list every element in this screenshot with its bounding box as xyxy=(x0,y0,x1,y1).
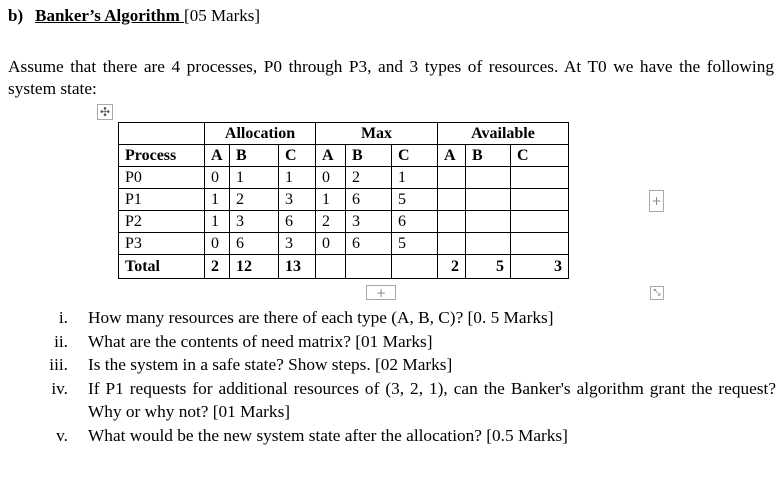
section-marks: [05 Marks] xyxy=(184,6,261,25)
list-item xyxy=(8,424,776,448)
table-move-handle-icon[interactable]: ✣ xyxy=(97,104,113,120)
alloc-b-cell: 3 xyxy=(230,211,279,233)
process-cell: P2 xyxy=(119,211,205,233)
table-subheader-row xyxy=(119,145,569,167)
max-b-cell: 3 xyxy=(346,211,392,233)
table-cell xyxy=(466,233,511,255)
max-c-cell: 1 xyxy=(392,167,438,189)
process-cell: P1 xyxy=(119,189,205,211)
alloc-b-cell: 1 xyxy=(230,167,279,189)
table-row xyxy=(119,189,569,211)
col-b: B xyxy=(230,145,279,167)
alloc-b-cell: 2 xyxy=(230,189,279,211)
col-c: C xyxy=(279,145,316,167)
header-process: Process xyxy=(119,145,205,167)
alloc-c-cell: 1 xyxy=(279,167,316,189)
table-cell xyxy=(438,233,466,255)
intro-paragraph: Assume that there are 4 processes, P0 through P3, and 3 types of resources. At T0 we have the following system state: xyxy=(8,57,774,98)
system-state-table xyxy=(118,122,569,279)
col-a: A xyxy=(205,145,230,167)
table-cell xyxy=(466,189,511,211)
list-item xyxy=(8,330,776,354)
list-item xyxy=(8,306,776,330)
table-cell xyxy=(438,211,466,233)
table-cell xyxy=(511,189,569,211)
alloc-a-cell: 0 xyxy=(205,167,230,189)
list-item xyxy=(8,377,776,424)
header-available: Available xyxy=(438,123,569,145)
table-row xyxy=(119,167,569,189)
table-row xyxy=(119,233,569,255)
max-b-cell: 6 xyxy=(346,233,392,255)
max-b-cell: 2 xyxy=(346,167,392,189)
alloc-c-cell: 6 xyxy=(279,211,316,233)
table-cell xyxy=(511,167,569,189)
max-c-cell: 5 xyxy=(392,233,438,255)
add-row-button[interactable]: + xyxy=(366,285,396,300)
table-cell xyxy=(119,123,205,145)
alloc-a-cell: 0 xyxy=(205,233,230,255)
table-row xyxy=(119,211,569,233)
total-alloc-b: 12 xyxy=(230,255,279,279)
alloc-a-cell: 1 xyxy=(205,211,230,233)
max-b-cell: 6 xyxy=(346,189,392,211)
col-b: B xyxy=(466,145,511,167)
section-heading xyxy=(8,6,260,26)
col-a: A xyxy=(316,145,346,167)
max-c-cell: 5 xyxy=(392,189,438,211)
question-number: v. xyxy=(56,425,68,445)
table-resize-handle-icon[interactable]: ⤡ xyxy=(650,286,664,300)
available-c: 3 xyxy=(511,255,569,279)
table-cell xyxy=(438,167,466,189)
add-column-button[interactable]: + xyxy=(649,190,664,212)
table-cell xyxy=(316,255,346,279)
total-row xyxy=(119,255,569,279)
max-a-cell: 2 xyxy=(316,211,346,233)
list-item xyxy=(8,353,776,377)
table-cell xyxy=(392,255,438,279)
alloc-b-cell: 6 xyxy=(230,233,279,255)
max-a-cell: 0 xyxy=(316,167,346,189)
max-a-cell: 1 xyxy=(316,189,346,211)
col-c: C xyxy=(511,145,569,167)
section-label: b) xyxy=(8,6,24,25)
total-alloc-c: 13 xyxy=(279,255,316,279)
section-title: Banker’s Algorithm xyxy=(35,6,185,25)
question-text: How many resources are there of each type (A, B, C)? [0. 5 Marks] xyxy=(88,308,554,327)
question-number: ii. xyxy=(54,331,68,351)
table-cell xyxy=(346,255,392,279)
max-a-cell: 0 xyxy=(316,233,346,255)
alloc-a-cell: 1 xyxy=(205,189,230,211)
alloc-c-cell: 3 xyxy=(279,189,316,211)
col-b: B xyxy=(346,145,392,167)
question-number: iv. xyxy=(51,378,68,398)
question-text: Is the system in a safe state? Show steps. [02 Marks] xyxy=(88,355,453,374)
max-c-cell: 6 xyxy=(392,211,438,233)
col-c: C xyxy=(392,145,438,167)
question-number: iii. xyxy=(49,355,68,374)
available-b: 5 xyxy=(466,255,511,279)
process-cell: P0 xyxy=(119,167,205,189)
header-max: Max xyxy=(316,123,438,145)
question-list xyxy=(8,306,776,447)
question-text: What are the contents of need matrix? [01 Marks] xyxy=(88,331,433,351)
table-cell xyxy=(511,233,569,255)
table-cell xyxy=(466,167,511,189)
available-a: 2 xyxy=(438,255,466,279)
total-alloc-a: 2 xyxy=(205,255,230,279)
table-header-row xyxy=(119,123,569,145)
table-cell xyxy=(466,211,511,233)
question-number: i. xyxy=(58,308,68,327)
table-cell xyxy=(438,189,466,211)
alloc-c-cell: 3 xyxy=(279,233,316,255)
question-text: If P1 requests for additional resources of (3, 2, 1), can the Banker's algorithm grant the request? Why or why not? [01 Marks] xyxy=(88,378,776,421)
total-label: Total xyxy=(119,255,205,279)
question-text: What would be the new system state after the allocation? [0.5 Marks] xyxy=(88,425,568,445)
table-cell xyxy=(511,211,569,233)
header-allocation: Allocation xyxy=(205,123,316,145)
col-a: A xyxy=(438,145,466,167)
process-cell: P3 xyxy=(119,233,205,255)
